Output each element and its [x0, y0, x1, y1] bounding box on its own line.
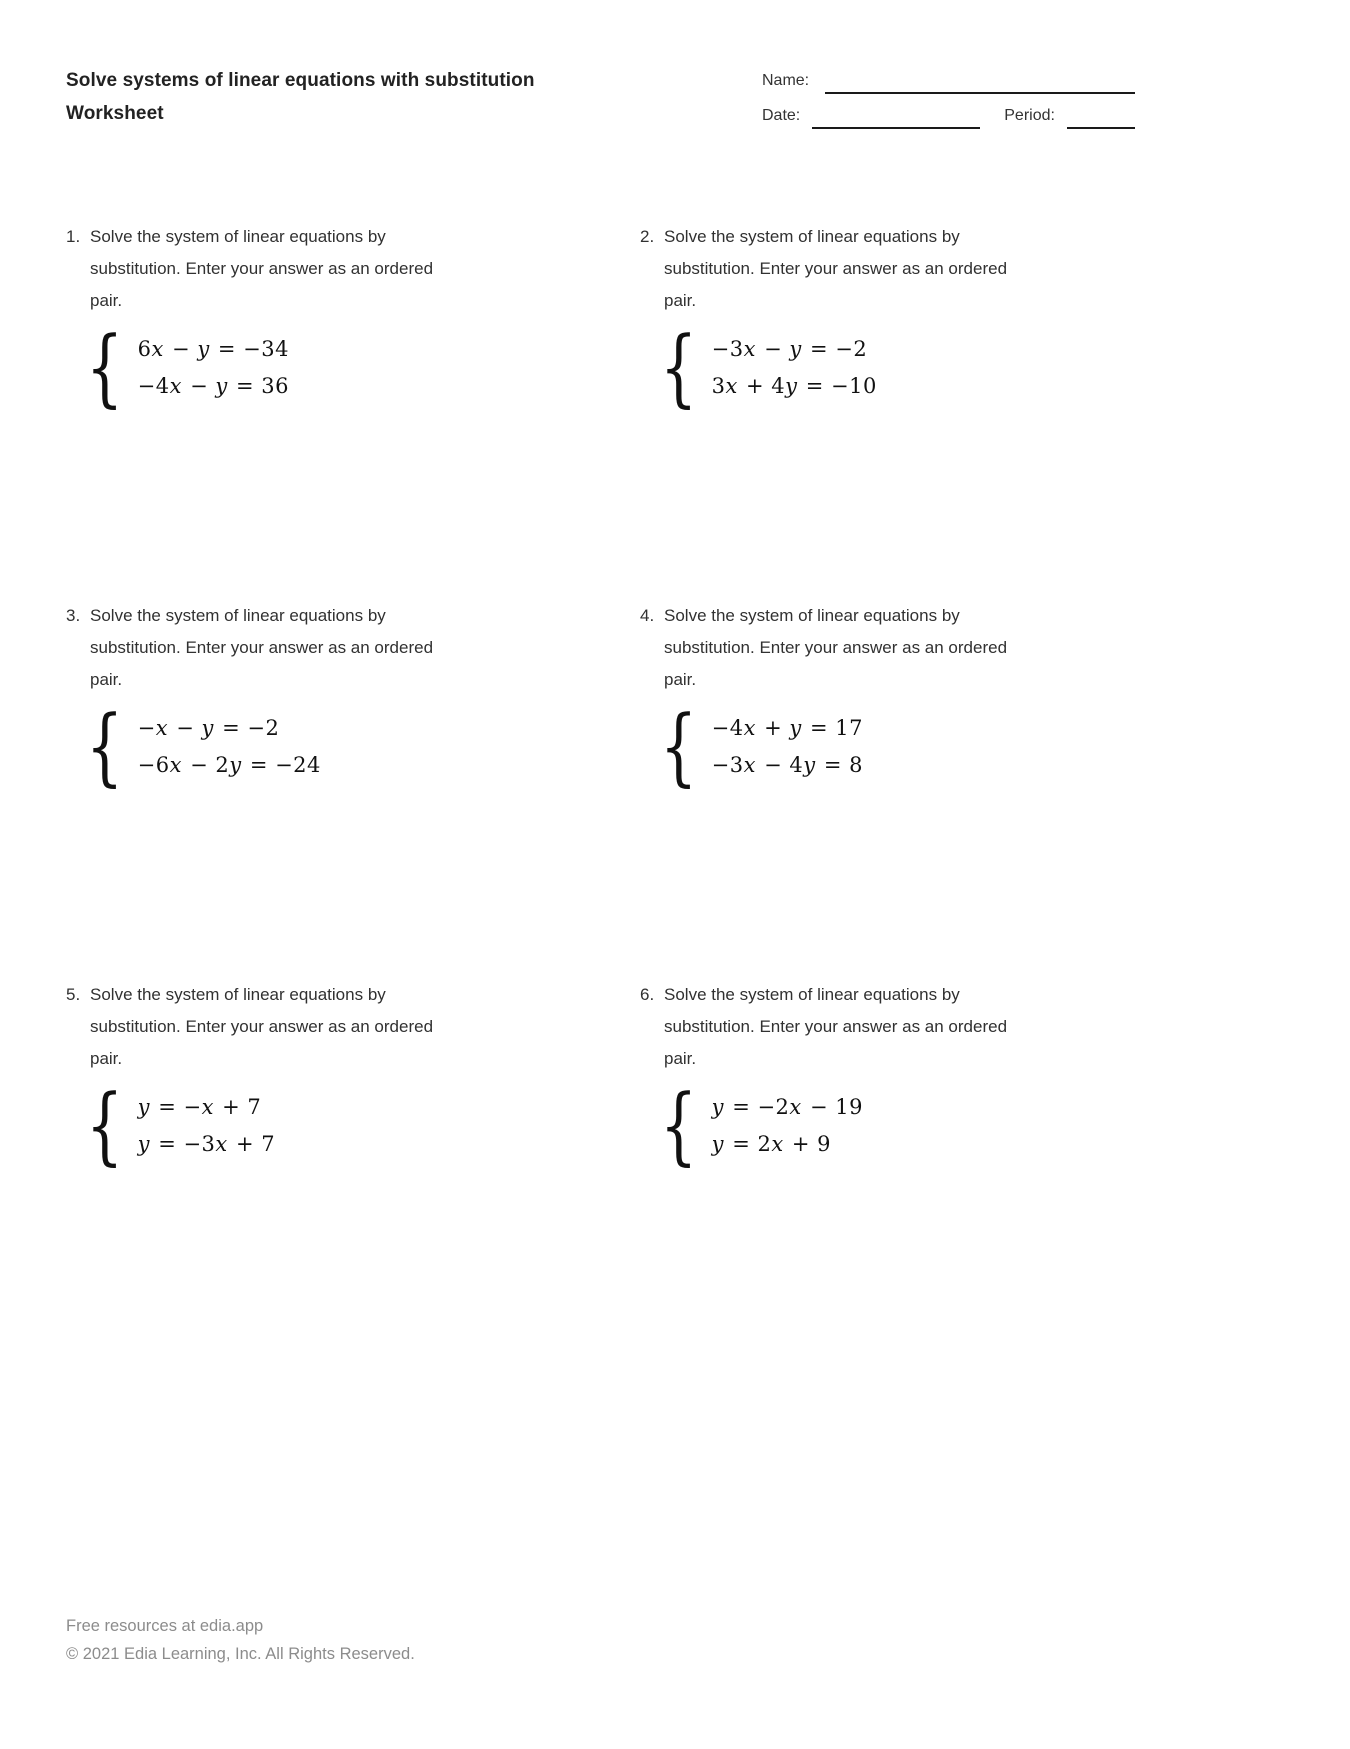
problem-number: 1. [66, 227, 81, 246]
equation-line: −3x − 4y = 8 [711, 753, 863, 777]
date-period-field-row [762, 107, 1284, 129]
problem-1-prompt [66, 221, 640, 317]
problem-1 [66, 221, 640, 600]
prompt-line: pair. [664, 670, 697, 689]
problem-3 [66, 600, 640, 979]
problem-2 [640, 221, 1214, 600]
problem-4 [640, 600, 1214, 979]
equation-system [660, 1077, 1214, 1175]
date-label: Date: [762, 107, 801, 124]
prompt-line: pair. [90, 670, 123, 689]
equation-system [660, 319, 1214, 417]
left-brace: { [86, 698, 124, 796]
equation-line: −6x − 2y = −24 [137, 753, 321, 777]
footer-resources-text: Free resources at edia.app [66, 1617, 264, 1635]
problem-5 [66, 979, 640, 1358]
prompt-line: Solve the system of linear equations by [664, 985, 960, 1004]
problem-number: 5. [66, 985, 81, 1004]
problem-number: 3. [66, 606, 81, 625]
worksheet-title [66, 64, 535, 130]
prompt-line: substitution. Enter your answer as an ordered [90, 1017, 434, 1036]
title-line-2: Worksheet [66, 103, 164, 124]
prompt-line: substitution. Enter your answer as an ordered [664, 1017, 1008, 1036]
period-label: Period: [1004, 107, 1055, 124]
equation-system [660, 698, 1214, 796]
footer-copyright-text: © 2021 Edia Learning, Inc. All Rights Reserved. [66, 1645, 415, 1663]
prompt-line: substitution. Enter your answer as an ordered [90, 638, 434, 657]
prompt-line: pair. [664, 1049, 697, 1068]
problem-5-prompt [66, 979, 640, 1075]
prompt-line: substitution. Enter your answer as an ordered [664, 259, 1008, 278]
student-fields [762, 72, 1284, 142]
equation-line: −x − y = −2 [137, 716, 280, 740]
equation-line: y = −2x − 19 [711, 1095, 863, 1119]
problem-number: 4. [640, 606, 655, 625]
left-brace: { [660, 1077, 698, 1175]
equation-system [86, 319, 640, 417]
prompt-line: Solve the system of linear equations by [90, 227, 386, 246]
prompt-line: pair. [90, 291, 123, 310]
left-brace: { [86, 319, 124, 417]
prompt-line: pair. [90, 1049, 123, 1068]
problem-6 [640, 979, 1214, 1358]
equation-line: −3x − y = −2 [711, 337, 868, 361]
prompt-line: Solve the system of linear equations by [90, 985, 386, 1004]
prompt-line: Solve the system of linear equations by [664, 606, 960, 625]
equation-line: 3x + 4y = −10 [711, 374, 877, 398]
equation-line: 6x − y = −34 [137, 337, 289, 361]
problems-grid [66, 221, 1214, 1358]
prompt-line: pair. [664, 291, 697, 310]
problem-number: 2. [640, 227, 655, 246]
name-blank-line[interactable] [825, 78, 1135, 94]
date-blank-line[interactable] [812, 113, 980, 129]
equation-system [86, 698, 640, 796]
prompt-line: substitution. Enter your answer as an ordered [90, 259, 434, 278]
problem-3-prompt [66, 600, 640, 696]
prompt-line: Solve the system of linear equations by [90, 606, 386, 625]
equation-line: −4x − y = 36 [137, 374, 289, 398]
equation-line: y = 2x + 9 [711, 1132, 831, 1156]
equation-line: y = −x + 7 [137, 1095, 262, 1119]
problem-number: 6. [640, 985, 655, 1004]
equation-system [86, 1077, 640, 1175]
name-label: Name: [762, 72, 810, 89]
left-brace: { [86, 1077, 124, 1175]
name-field-row [762, 72, 1284, 94]
problem-2-prompt [640, 221, 1214, 317]
prompt-line: substitution. Enter your answer as an ordered [664, 638, 1008, 657]
left-brace: { [660, 319, 698, 417]
title-line-1: Solve systems of linear equations with substitution [66, 70, 535, 91]
prompt-line: Solve the system of linear equations by [664, 227, 960, 246]
equation-line: y = −3x + 7 [137, 1132, 276, 1156]
equation-line: −4x + y = 17 [711, 716, 863, 740]
period-blank-line[interactable] [1067, 113, 1135, 129]
problem-4-prompt [640, 600, 1214, 696]
problem-6-prompt [640, 979, 1214, 1075]
left-brace: { [660, 698, 698, 796]
page-footer [66, 1612, 415, 1668]
